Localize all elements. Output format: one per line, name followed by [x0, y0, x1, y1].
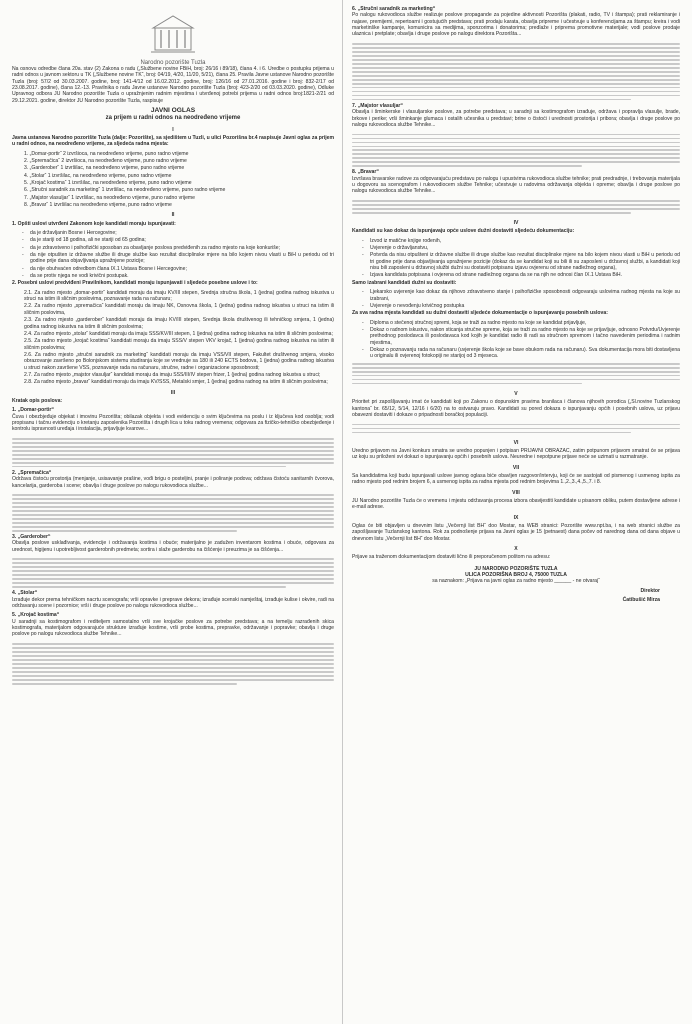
job-text: Izrađuje dekor prema tehničkom nacrtu scenografa; vrši opravke i preprave dekora; izrađuje scenski namještaj, izrađuje kulise i okvire, radi na održavanju scene i pozornice; vrši i druge poslove po nalogu rukovodioca službe... [12, 596, 334, 610]
position-item: 4. „Stolar“ 1 izvršilac, na neodređeno vrijeme, puno radno vrijeme [24, 172, 172, 179]
address-note: sa naznakom: „Prijava na javni oglas za radno mjesto ______ - ne otvaraj“ [432, 578, 600, 585]
job-heading: 5. „Krojač kostima“ [12, 612, 60, 619]
special-documents-title: Za sva radna mjesta kandidati su dužni dostaviti sljedeće dokumentacije o ispunjavanju posebnih uslova: [352, 310, 608, 317]
position-item: 5. „Krojač kostima“ 1 izvršilac, na neodređeno vrijeme, puno radno vrijeme [24, 179, 192, 186]
job-text: U saradnji sa kostimografom i rediteljem samostalno vrši sve krojačke poslove za potrebe predstava; a na temelju razrađenih skica kostimografa, materijalom odgovarajuće strukture izrađuje kostime, vrši probe kostima, prepravke, održavanje i popravke; obavlja i druge poslove po nalogu rukovodioca službe Tehnike... [12, 618, 334, 638]
document-item: - Uvjerenje o nevođenju krivičnog postupka [352, 303, 680, 309]
job-text: Po nalogu rukovodioca službe realizuje poslove propagande za pojedine aktivnosti Pozorišta (plakati, radio, TV i štampa); prati reklamiranje i najave, premijerni, repertoarni i gostujućih predstava; prati prodaju karata, obavlja pripreme i učestvuje u konferencijama za štampu; kreira i vodi marketinške kampanje, komunicira sa medijima, sponzorima i donatorima; predlaže i priprema promotivne materijale; vodi poslove prodaje ulaznica i pretplate; obavlja i druge poslove po nalogu direktora Pozorišta... [352, 12, 680, 38]
general-conditions-list [12, 230, 334, 279]
job-text-continued [12, 556, 334, 590]
position-item: 3. „Garderober“ 1 izvršilac, na neodređeno vrijeme, puno radno vrijeme [24, 165, 185, 172]
section1-intro: Javna ustanova Narodno pozorište Tuzla (dalje: Pozorište), sa sjedištem u Tuzli, u ulici Pozorišna br.4 raspisuje Javni oglas za prijem u radni odnos, na neodređeno vrijeme, za sljedeća radna mjesta: [12, 134, 334, 148]
job-heading: 3. „Garderober“ [12, 534, 51, 541]
section5-text-continued [352, 421, 680, 435]
document-item: - Izjava kandidata potpisana i ovjerena od strane nadležnog organa da se na njih ne odnosi član IX.1 Ustava BiH. [352, 272, 680, 278]
documents-list [352, 238, 680, 279]
job-text-continued [12, 492, 334, 534]
condition-item: - da se protiv njega ne vodi krivični postupak. [12, 273, 334, 279]
section-number-7: VII [512, 464, 520, 471]
section10-text: Prijave sa traženom dokumentacijom dostaviti lično ili preporučenom poštom na adresu: [352, 554, 551, 561]
special-condition-item: 2.5. Za radno mjesto „krojač kostima“ kandidati moraju da imaju SSS/V stepen VKV krojač, 1 (jedna) godina radnog iskustva na istim ili sličnim poslovima; [24, 338, 334, 351]
job-text-continued [352, 41, 680, 103]
job-text-continued [352, 198, 680, 216]
special-condition-item: 2.2. Za radno mjesto „spremačica“ kandidati moraju da imaju NK, Osnovna škola, 1 (jedna) godina radnog iskustva u struci na istim ili sličnim poslovima, [24, 303, 334, 316]
document-item: - Potvrda da nisu otpušteni iz državne službe ili druge službe kao rezultat disciplinske mjere na bilo kojem nivou vlasti u BiH u periodu od tri godine prije dana objavljivanja upražnjene pozicije (dokaz da se kandidat koji su bili ili su zaposleni u državnoj službi, a kandidati koji nisu bili zaposleni u državnoj službi dužni su dostaviti potpisanu izjavu ovjerenu od strane nadležnog organa), [352, 252, 680, 271]
section-number-3: III [170, 389, 176, 396]
positions-list [12, 151, 334, 209]
intro-paragraph: Na osnovu odredbe člana 20a. stav (2) Zakona o radu („Službene novine FBiH, broj: 26/16 i 89/18), člana 4. i 6. Uredbe o postupku prijema u radni odnos u javnom sektoru u TK („Službene novine TK“, broj: 04/19, 4/20, 11/20, 5/21), člana 25. Pravila Javne ustanove Narodno pozorište Tuzla (broj: 57/2 od 30.03.2007. godine, broj: 141-4/12 od 16.02.2012. godine, broj: 126/16 od 27.01.2016. godine i broj: 832-2/17 od 23.08.2017. godine), člana 12.-13. Pravilnika o radu Javne ustanove Narodno pozorište Tuzla (broj: 423-2/20 od 03.03.2020. godine), Odluke Upravnog odbora JU Narodno pozorište Tuzla o upražnjenim radnim mjestima i utvrđenoj potrebi prijema u radni odnos broj:1821-2/21 od 29.12.2021. godine, direktor JU Narodno pozorište Tuzla, raspisuje [12, 66, 334, 104]
mailing-address [352, 566, 680, 585]
document-item: - Dokaz o poznavanju rada na računaru (uvjerenje škola koje se bave obukom rada na računaru). Sva dokumentacija mora biti dostavljena u originalu ili ovjerenoj fotokopiji ne starijoj od 3 mjeseca. [352, 347, 680, 360]
job-text: Čuva i obezbjeđuje objekat i imovinu Pozorišta; obilazak objekta i vodi evidenciju o svim ključevima na poslu i iz ključeva kod osoblja; vodi propisanu i tačnu evidenciju o kretanju zaposlenika Pozorišta i drugih lica u toku radnog vremena; odgovara za fizičko-tehničko obezbjeđenje i kontrolu ispravnosti uređaja i instalacija, prijavljuje kvarove... [12, 413, 334, 433]
job-heading: 8. „Bravar“ [352, 169, 379, 176]
selected-documents-list [352, 289, 680, 309]
job-text-continued [12, 436, 334, 470]
general-conditions-title: 1. Opšti uslovi utvrđeni Zakonom koje kandidati moraju ispunjavati: [12, 220, 176, 227]
condition-item: - da nije obuhvaćen odredbom člana IX.1 Ustava Bosne i Hercegovine; [12, 266, 334, 272]
condition-item: - da je zdravstveno i psihofizički sposoban za obavljanje poslova predviđenih za radno mjesto na koje konkuriše; [12, 245, 334, 251]
job-heading: 2. „Spremačica“ [12, 469, 52, 476]
job-heading: 1. „Domar-portir“ [12, 407, 54, 414]
special-documents-list [352, 320, 680, 360]
logo-caption: Narodno pozorište Tuzla [140, 59, 206, 66]
section-number-2: II [171, 212, 175, 219]
document-item: - Dokaz o radnom iskustvu, nakon sticanja stručne spreme, koja se traži za radno mjesto na koje se prijavljuje, odnosno Potvrdu/Uvjerenje prethodnog poslodavca ili poslodavaca kod kojih je kandidat radio ili radi sa stručnom spremom i tačno navedenim periodima i radnim mjestima, [352, 327, 680, 346]
section-number-5: V [514, 390, 518, 397]
job-heading: 6. „Stručni saradnik za marketing“ [352, 6, 436, 12]
theatre-logo [12, 0, 334, 66]
job-description [12, 590, 334, 609]
section5-text: Prioritet pri zapošljavanju imat će kandidati koji po Zakonu o dopunskim pravima branilaca i članova njihovih porodica („Sl.novine Tuzlanskog kantona“ br. 65/12, 5/14, 12/16 i 6/20) na to ostvaruju pravo. Kandidati su pored dokaza o ispunjavanju općih i posebnih uslova, uz prijavu obavezni dostaviti i dokaze o pripadnosti boračkoj populaciji. [352, 399, 680, 418]
section-number-9: IX [513, 514, 519, 521]
position-item: 1. „Domar-portir“ 2 izvršioca, na neodređeno vrijeme, puno radno vrijeme [24, 150, 189, 157]
address-line: JU NARODNO POZORIŠTE TUZLA [474, 565, 558, 572]
special-condition-item: 2.8. Za radno mjesto „bravar“ kandidati moraju da imaju KV/SSS, Metalski smjer, 1 (jedna) godina radnog na istim ili sličnim poslovima; [24, 379, 328, 386]
position-item: 2. „Spremačica“ 2 izvršioca, na neodređeno vrijeme, puno radno vrijeme [24, 157, 187, 164]
section6-text: Uredno prijavom na Javni konkurs smatra se uredno popunjen i potpisan PRIJAVNI OBRAZAC, zatim potpunom prijavom smatrat će se prijava uz koju su priloženi svi dokazi o ispunjavanju općih i posebnih uslova. Neuredne i nepotpune prijave neće se uzimati u razmatranje. [352, 447, 680, 461]
selected-candidates-title: Samo izabrani kandidati dužni su dostaviti: [352, 279, 457, 286]
special-condition-item: 2.4. Za radno mjesto „stolar“ kandidati moraju da imaju SSS/KV/III stepen, 1 (jedna) godina radnog iskustva na istim ili sličnim poslovima; [24, 330, 333, 337]
section8-text: JU Narodno pozorište Tuzla će o vremenu i mjestu održavanja procesa izbora obavijestiti kandidate u pisanom obliku, putem dostavljene adrese i e-mail adrese. [352, 497, 680, 511]
job-text-continued [12, 641, 334, 687]
address-line: ULICA POZORIŠNA BROJ 4, 75000 TUZLA [465, 572, 567, 579]
job-description [12, 470, 334, 534]
position-item: 7. „Majstor vlasuljar“ 1 izvršilac, na neodređeno vrijeme, puno radno vrijeme [24, 194, 195, 201]
job-text: Održava čistoću prostorija (menjanje, usisavanje prašine, vođi brigu o posteljini, pranje i poliranje podova; održava čistoću sanitarnih čvorova, kancelarija, garderoba i scene; obavlja i druge poslove po nalogu rukovodioca službe... [12, 476, 334, 489]
job-text: Izvršava bravarske radove za odgovarajuću predstavu po nalogu i upustvima rukovodioca službe tehnike; prati predradnje, i trebovanja materijala u dogovoru sa scenografom i rukovodiocem službe Tehnike; učestvuje u radovima održavanja objekta i opreme; obavlja i druge poslove po nalogu rukovodioca službe Tehnike... [352, 175, 680, 195]
condition-item: - da nije otpušten iz državne službe ili druge službe kao rezultat disciplinske mjere na bilo kojem nivou vlasti u BiH u periodu od tri godine prije dana objavljivanja upražnjene pozicije; [12, 252, 334, 265]
document-item: - Uvjerenje o državljanstvu, [352, 245, 680, 251]
job-description [352, 103, 680, 170]
section-number-6: VI [513, 439, 519, 446]
section9-text: Oglas će biti objavljen u dnevnim listu „Večernji list BH“ doo Mostar, na WEB stranici: Pozorište www.npt.ba, i na web stranici službe za zapošljavanje Tuzlanskog kantona. Rok za podnošenje prijava na Javni oglas je 15 (petnaest) dana počev od narednog dana od dana objave u dnevnom listu „Večernji list BH“ doo Mostar. [352, 522, 680, 542]
section-number-1: I [172, 126, 174, 133]
job-heading: 4. „Stolar“ [12, 590, 38, 597]
section-number-4: IV [513, 220, 519, 227]
job-description [12, 407, 334, 470]
job-description [352, 169, 680, 216]
job-description [12, 612, 334, 687]
job-descriptions-title: Kratak opis poslova: [12, 397, 63, 404]
theatre-crest-icon [145, 10, 201, 58]
special-condition-item: 2.6. Za radno mjesto „stručni saradnik za marketing“ kandidati moraju da imaju VSS/VII stepen, Fakultet društvenog smjera, visoko obrazovanje završeno po Bolonjskom sistemu studiranja koje se vrednuje sa 180 ili 240 ECTS bodova, 1 (jedna) godina radnog iskustva u struci nakon završene VSS, poznavanje rada na računaru, stručne, radne i organizacione sposobnosti; [24, 351, 334, 371]
section-number-10: X [514, 545, 518, 552]
section7-text: Sa kandidatima koji budu ispunjavali uslove javnog oglasa biće obavljen razgovor/intervju, koji će se sastojati od pismenog i usmenog ispita za radno mjesto pod rednim brojem 6, a usmenog ispita za radna mjesta pod rednim brojevima 1.,2.,3.,4.,5.,7. i 8. [352, 472, 680, 486]
signature-name: Ćatibušić Mirza [622, 597, 660, 604]
job-text: Obavlja poslove usklađivanja, evidencije i održavanja kostima i obuće; materijalno je zadužen inventarom kostima i obuće, odgovara za urednost, higijenu i upotrebljivost garderobnih predmeta; sortira i slaže garderobu na čišćenje i preuzima je sa čišćenja... [12, 540, 334, 553]
document-item: - Diploma o stečenoj stručnoj spremi, koja se traži za radno mjesto na koje se kandidat prijavljuje, [352, 320, 680, 326]
special-conditions-list [12, 290, 334, 386]
document-item: - Izvod iz matične knjige rođenih, [352, 238, 680, 244]
job-description [352, 6, 680, 103]
ad-subtitle: za prijem u radni odnos na neodređeno vrijeme [105, 115, 241, 122]
documents-text-continued [352, 361, 680, 387]
condition-item: - da je državljanin Bosne i Hercegovine; [12, 230, 334, 236]
special-condition-item: 2.7. Za radno mjesto „majstor vlasuljar“ kandidati moraju da imaju SSS/III/IV stepen frizer, 1 (jedna) godina radnog iskustva u struci; [24, 371, 321, 378]
position-item: 6. „Stručni saradnik za marketing“ 1 izvršilac, na neodređeno vrijeme, puno radno vrijeme [24, 187, 226, 194]
job-description [12, 534, 334, 590]
special-condition-item: 2.3. Za radno mjesto „garderober“ kandidati moraju da imaju KV/III stepen, Srednja škola društvenog ili tehničkog smjera, 1 (jedna) godina radnog iskustva na istim ili sličnim poslovima; [24, 317, 334, 330]
job-text-continued [352, 131, 680, 169]
right-column [352, 0, 680, 603]
left-column [12, 0, 334, 687]
special-conditions-title: 2. Posebni uslovi predviđeni Pravilnikom, kandidati moraju ispunjavati i sljedeće posebne uslove i to: [12, 280, 258, 287]
section-number-8: VIII [512, 489, 520, 496]
documents-title: Kandidati su kao dokaz da ispunjavaju opće uslove dužni dostaviti sljedeću dokumentaciju: [352, 228, 575, 235]
column-divider [342, 0, 343, 1024]
job-heading: 7. „Majstor vlasuljar“ [352, 102, 403, 109]
job-text: Obavlja i šminkerske i vlasuljarske poslove, za potrebe predstava; u saradnji sa kostimografom izrađuje, održava i popravlja vlasulje, brade, brkove i perike; vrši šminkanje glumaca i ostalih učesnika u predstavi; brine o čistoći i urednosti prostorija i pribora; obavlja i druge poslove po nalogu rukovodioca službe Tehnike... [352, 109, 680, 128]
position-item: 8. „Bravar“ 1 izvršilac na neodređeno vrijeme, puno radno vrijeme [24, 202, 172, 208]
ad-title: JAVNI OGLAS [150, 107, 196, 115]
document-item: - Ljekarsko uvjerenje kao dokaz da njihovo zdravstveno stanje i psihofizičke sposobnosti odgovaraju uslovima radnog mjesta na koje su izabrani, [352, 289, 680, 302]
condition-item: - da je stariji od 18 godina, ali ne stariji od 65 godina; [12, 237, 334, 243]
special-condition-item: 2.1. Za radno mjesto „domar-portir“ kandidati moraju da imaju KV/III stepen, Srednja stručna škola, 1 (jedna) godina radnog iskustva u struci na istim ili sličnim poslovima, poznavanje rada na računaru; [24, 289, 334, 303]
signature-role: Direktor [640, 587, 660, 594]
